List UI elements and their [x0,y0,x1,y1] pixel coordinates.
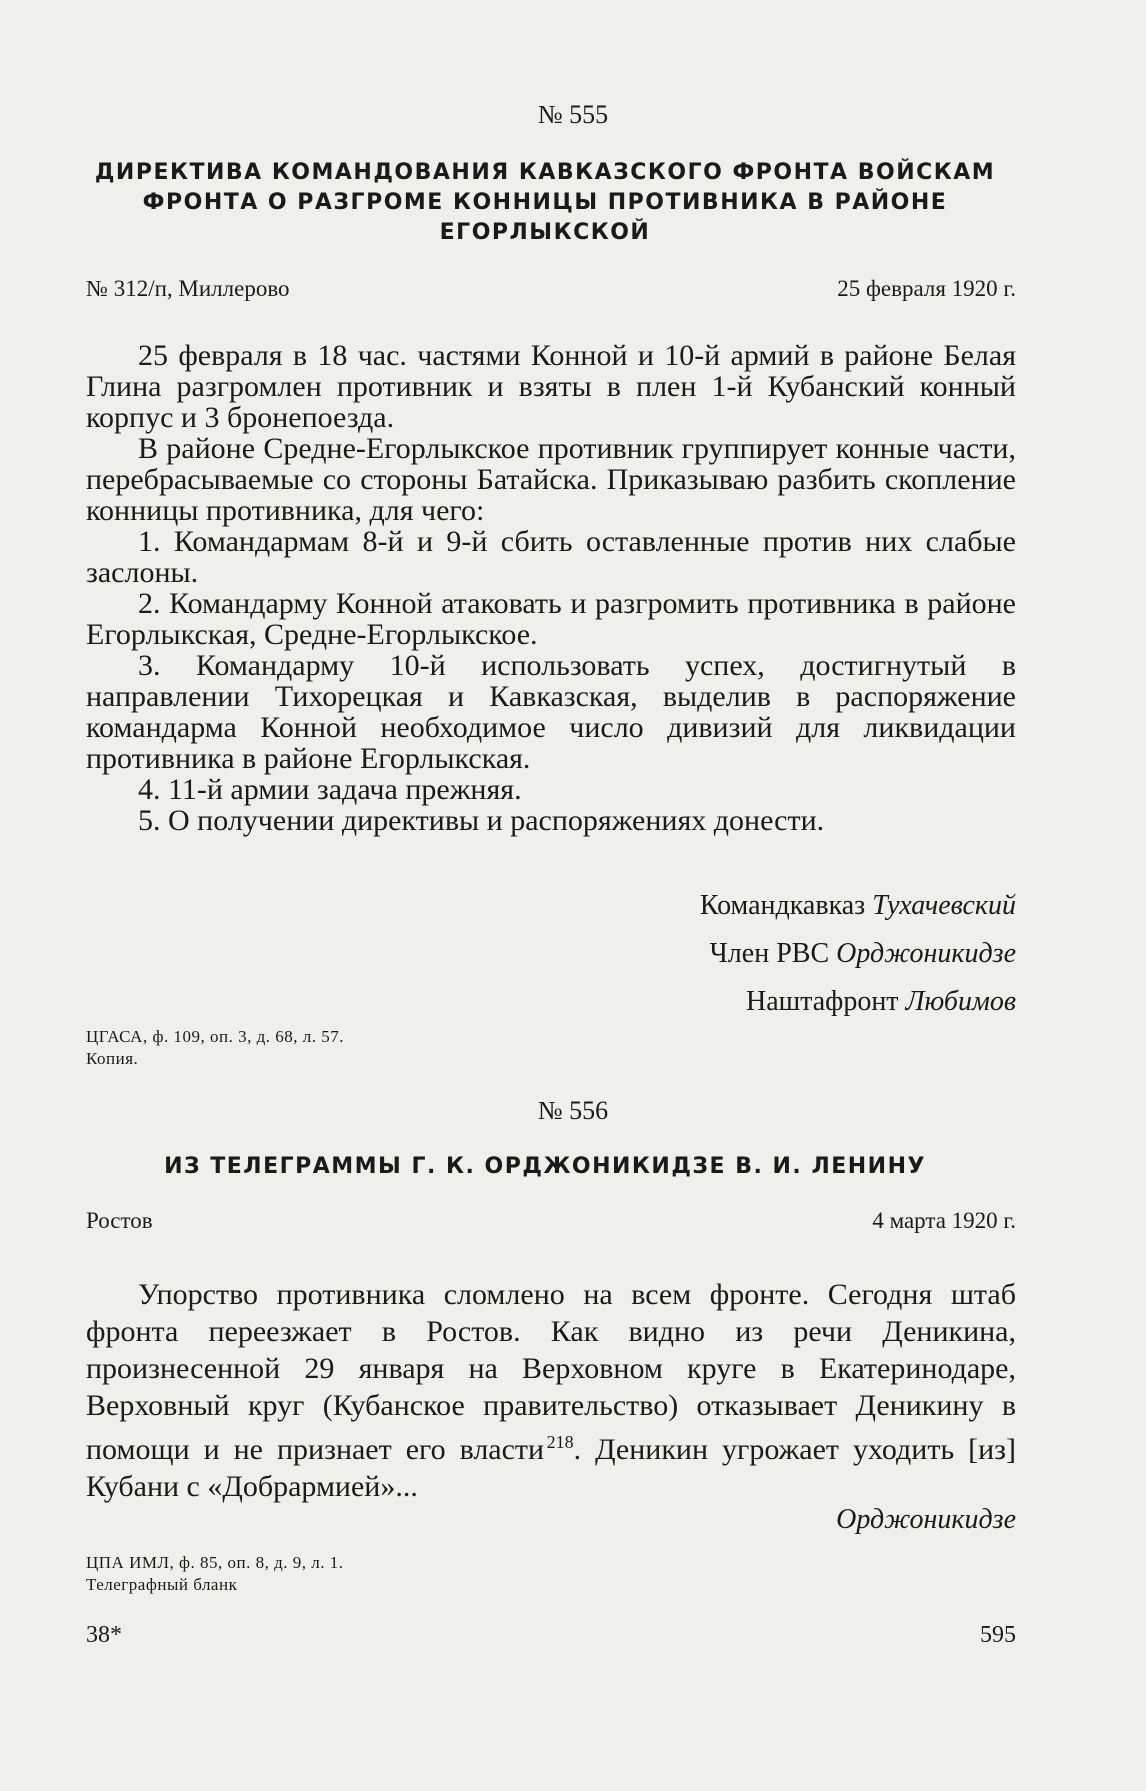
doc556-paragraph [86,1276,1016,1505]
doc555-order-5: 5. О получении директивы и распоряжениях донести. [138,804,825,837]
doc555-archive [86,1026,344,1070]
doc555-order-2: 2. Командарму Конной атаковать и разгромить противника в районе Егорлыкская, Средне-Егорлыкское. [86,587,1016,651]
doc556-text-after-note: . Деникин угрожает уходить [из] Кубани с «Добрармией»... [86,1433,1016,1503]
doc555-title-line-1: ДИРЕКТИВА КОМАНДОВАНИЯ КАВКАЗСКОГО ФРОНТА ВОЙСКАМ [94,160,996,185]
doc555-paragraph-1: 25 февраля в 18 час. частями Конной и 10-й армий в районе Белая Глина разгромлен противник и взяты в плен 1-й Кубанский конный корпус и 3 бронепоезда. [86,339,1016,434]
doc555-order-3: 3. Командарму 10-й использовать успех, достигнутый в направлении Тихорецкая и Кавказская, выделив в распоряжение командарма Конной необходимое число дивизий для ликвидации противника в районе Егорлыкская. [86,649,1016,775]
footnote-marker: 218 [546,1432,574,1452]
doc555-archive-note: Копия. [86,1049,139,1068]
doc556-archive-ref: ЦПА ИМЛ, ф. 85, оп. 8, д. 9, л. 1. [86,1553,344,1572]
doc555-paragraph-2: В районе Средне-Егорлыкское противник группирует конные части, перебрасываемые со стороны Батайска. Приказываю разбить скопление конницы противника, для чего: [86,432,1016,527]
doc555-date: 25 февраля 1920 г. [837,276,1016,301]
signature-chief-of-staff: Наштафронт Любимов [745,986,1016,1017]
doc556-title: ИЗ ТЕЛЕГРАММЫ Г. К. ОРДЖОНИКИДЗЕ В. И. ЛЕНИНУ [164,1154,926,1179]
doc555-body [86,340,1016,836]
signature-rvs-member: Член РВС Орджоникидзе [709,938,1016,969]
doc555-order-4: 4. 11-й армии задача прежняя. [138,773,522,806]
doc555-order-1: 1. Командармам 8-й и 9-й сбить оставленные против них слабые заслоны. [86,525,1016,589]
doc555-archive-ref: ЦГАСА, ф. 109, оп. 3, д. 68, л. 57. [86,1027,344,1046]
doc555-title-line-3: ЕГОРЛЫКСКОЙ [439,220,651,245]
doc556-body [86,1276,1016,1505]
doc555-number: № 555 [537,100,609,129]
doc556-number: № 556 [537,1096,609,1125]
doc556-date: 4 марта 1920 г. [872,1208,1016,1233]
page-number: 595 [980,1622,1016,1648]
signature-commander: Командкавказ Тухачевский [699,890,1016,921]
doc556-text-before-note: Упорство противника сломлено на всем фронте. Сегодня штаб фронта переезжает в Ростов. Как видно из речи Деникина, произнесенной 29 января на Верховном круге в Екатеринодаре, Верховный круг (Кубанское правительство) отказывает Деникину в помощи и не признает его власти [86,1278,1016,1466]
doc556-archive [86,1552,344,1596]
doc556-place: Ростов [86,1208,153,1233]
doc555-title-line-2: ФРОНТА О РАЗГРОМЕ КОННИЦЫ ПРОТИВНИКА В РАЙОНЕ [142,190,948,215]
doc555-title [80,158,1010,248]
doc555-signatures [700,882,1016,1026]
doc556-meta [86,1208,1016,1234]
doc555-meta [86,276,1016,302]
doc555-ref: № 312/п, Миллерово [86,276,290,301]
doc556-archive-note: Телеграфный бланк [86,1575,238,1594]
doc556-signature: Орджоникидзе [836,1504,1016,1535]
signature-mark: 38* [86,1622,122,1648]
